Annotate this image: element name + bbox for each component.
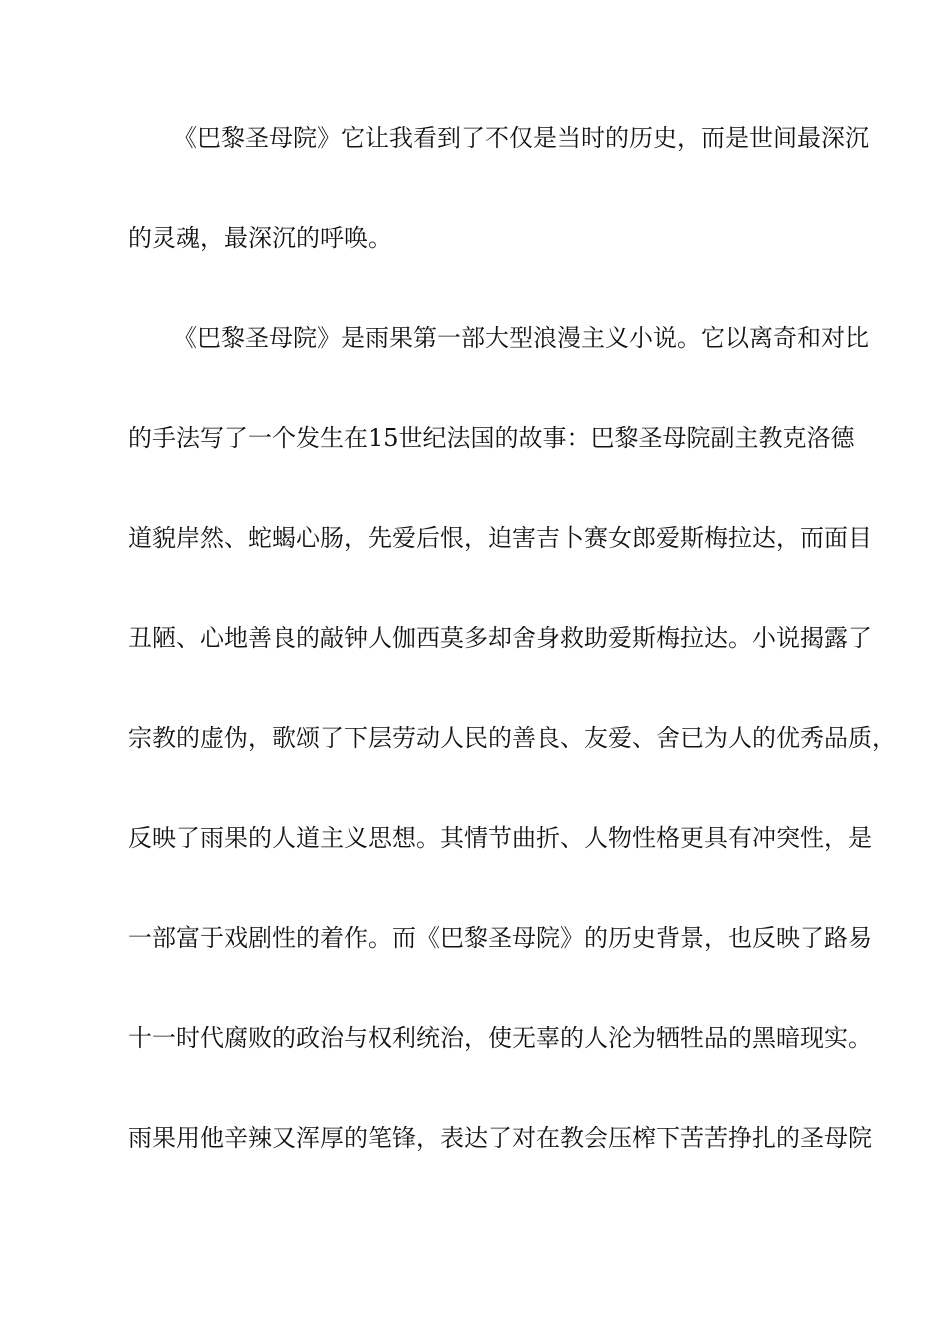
text-line-1: 《巴黎圣母院》它让我看到了不仅是当时的历史，而是世间最深沉 xyxy=(173,124,869,152)
text-line-3: 《巴黎圣母院》是雨果第一部大型浪漫主义小说。它以离奇和对比 xyxy=(173,324,869,352)
text-line-8: 反映了雨果的人道主义思想。其情节曲折、人物性格更具有冲突性，是 xyxy=(128,824,872,852)
text-line-9: 一部富于戏剧性的着作。而《巴黎圣母院》的历史背景，也反映了路易 xyxy=(128,924,872,952)
text-line-7: 宗教的虚伪，歌颂了下层劳动人民的善良、友爱、舍已为人的优秀品质， xyxy=(128,724,896,752)
text-line-4: 的手法写了一个发生在15世纪法国的故事：巴黎圣母院副主教克洛德 xyxy=(128,424,855,452)
text-line-5: 道貌岸然、蛇蝎心肠，先爱后恨，迫害吉卜赛女郎爱斯梅拉达，而面目 xyxy=(128,524,872,552)
text-line-11: 雨果用他辛辣又浑厚的笔锋，表达了对在教会压榨下苦苦挣扎的圣母院 xyxy=(128,1124,872,1152)
text-line-2: 的灵魂，最深沉的呼唤。 xyxy=(128,224,392,252)
text-line-10: 十一时代腐败的政治与权利统治，使无辜的人沦为牺牲品的黑暗现实。 xyxy=(128,1024,872,1052)
text-line-6: 丑陋、心地善良的敲钟人伽西莫多却舍身救助爱斯梅拉达。小说揭露了 xyxy=(128,624,872,652)
